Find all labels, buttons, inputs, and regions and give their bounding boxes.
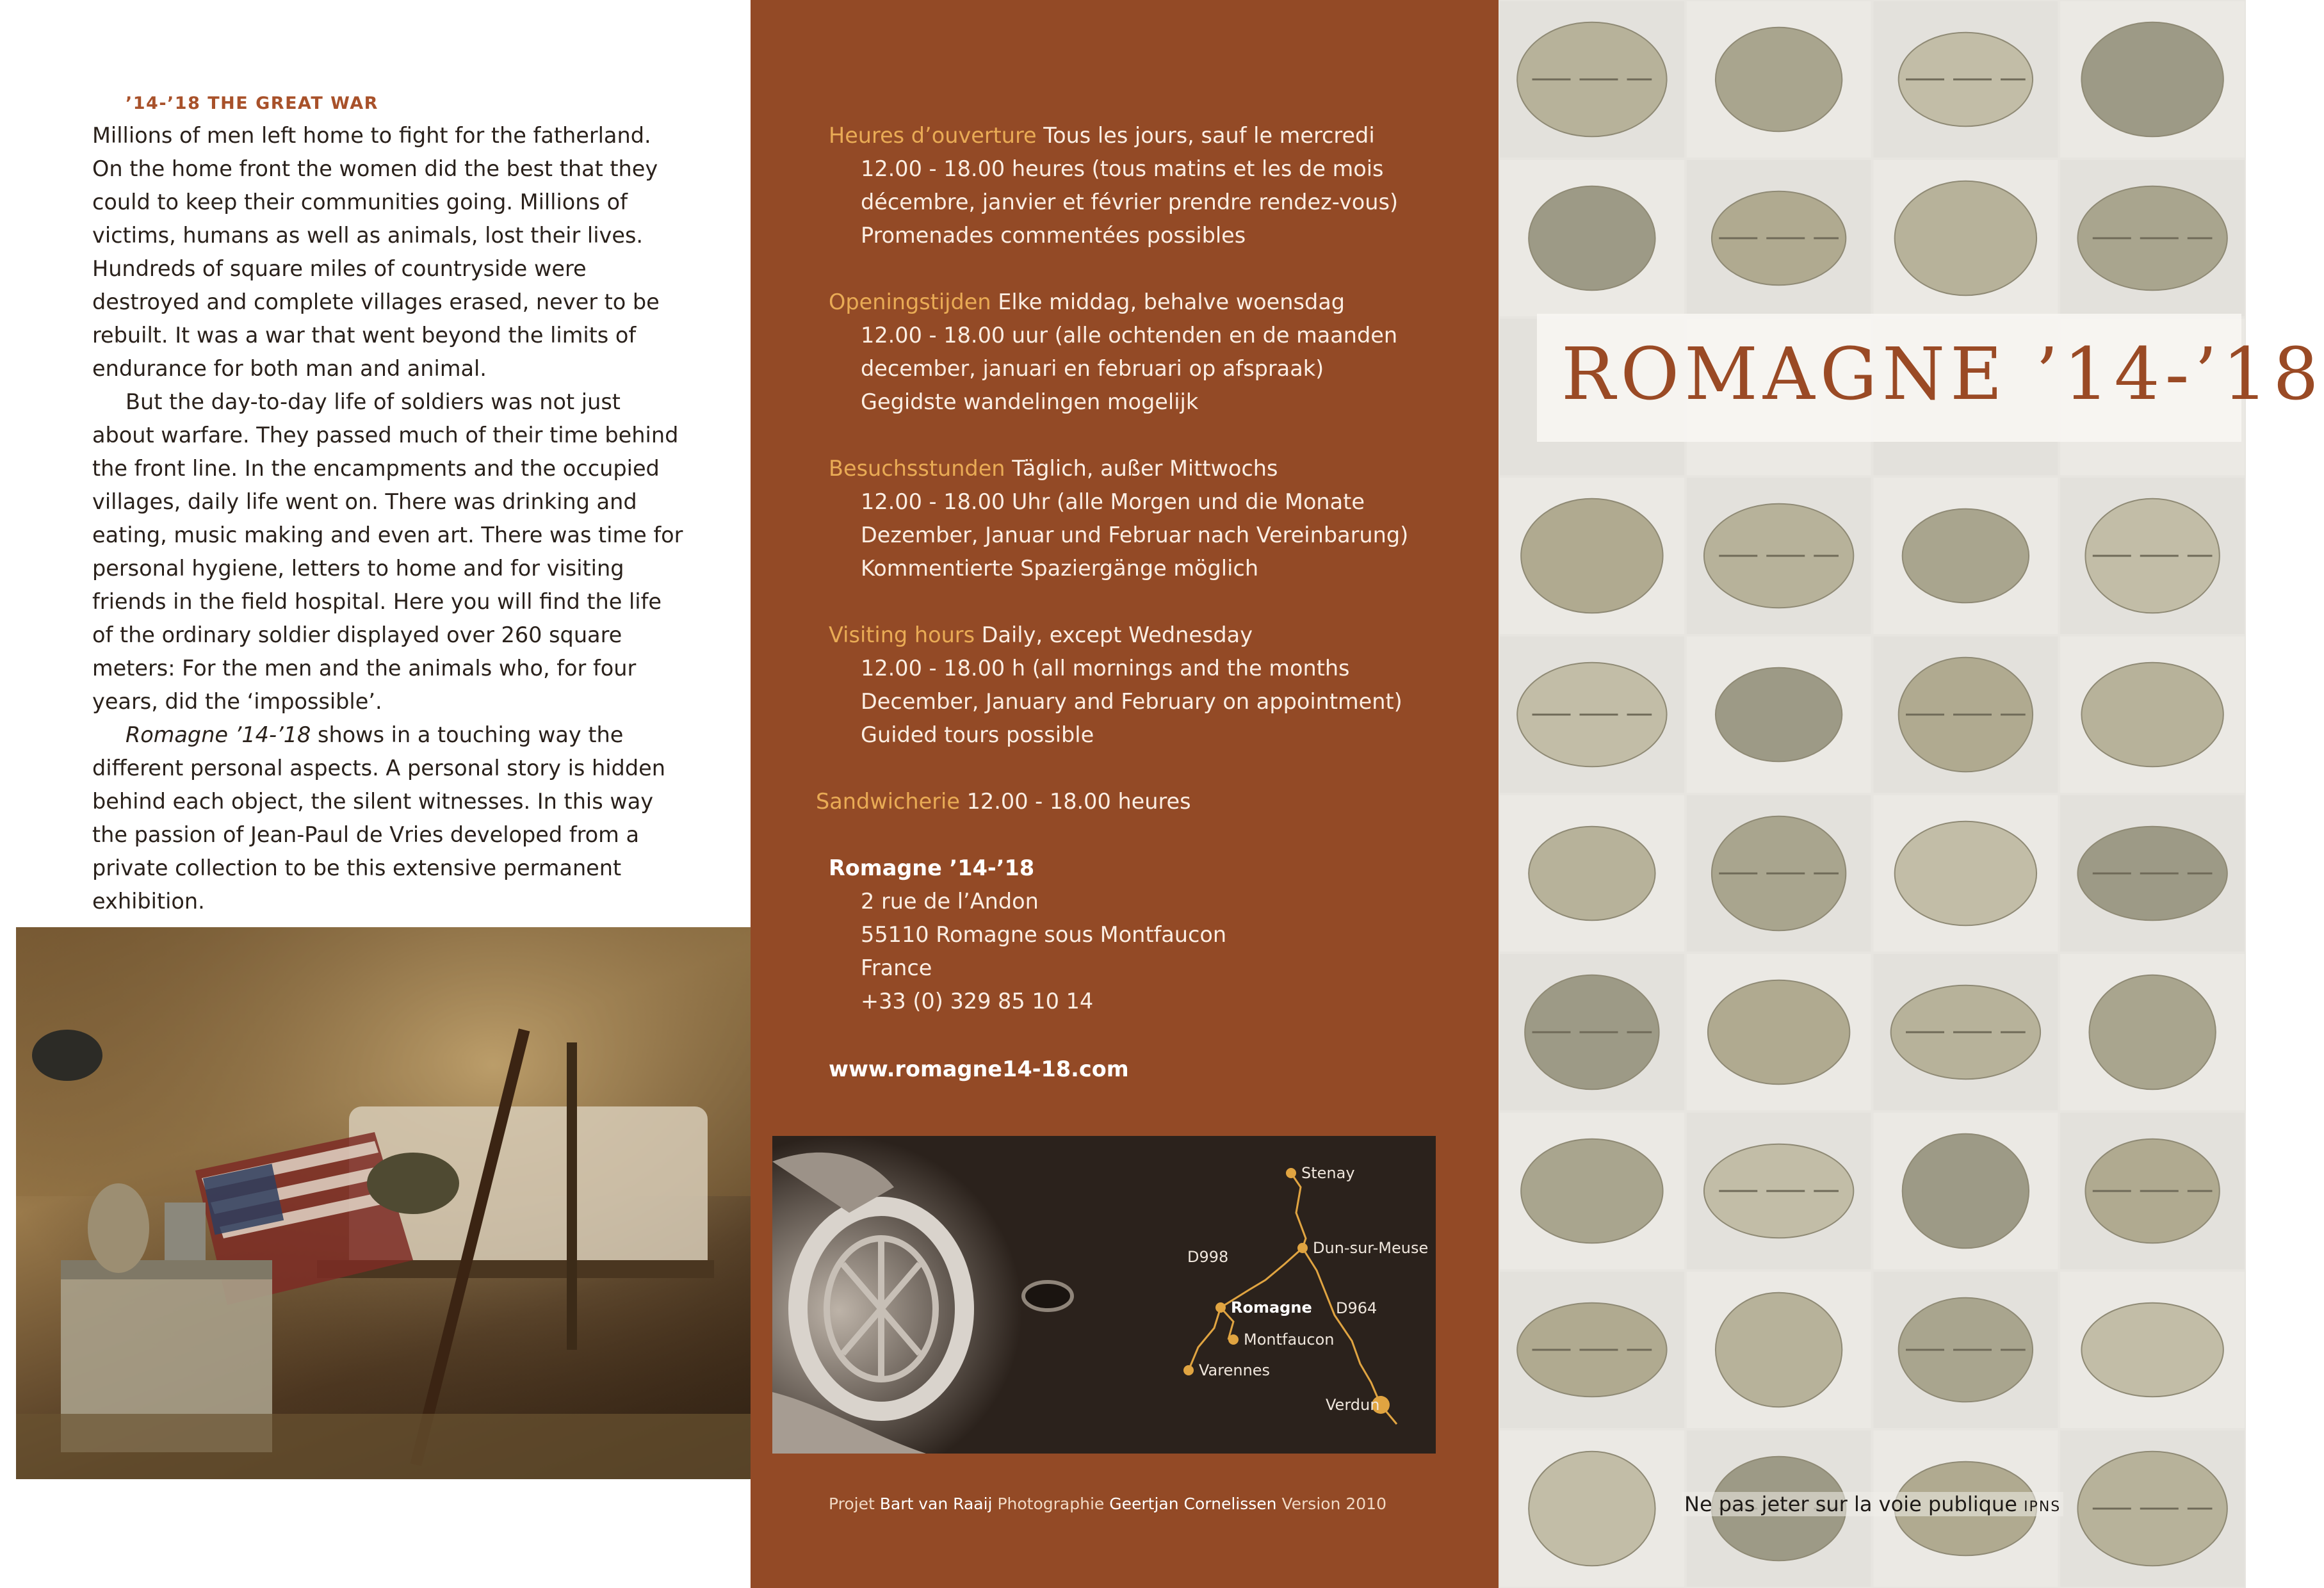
cover-title: ROMAGNE ’14-’18 bbox=[1561, 333, 2324, 416]
cover-panel bbox=[1499, 0, 2324, 1588]
museum-name: Romagne ’14-’18 bbox=[829, 855, 1035, 880]
dog-tag bbox=[1716, 28, 1842, 132]
paragraph-1: Millions of men left home to fight for the fatherland. On the home front the women did the best that they could to keep their communities going. Millions of victims, humans as well as animals, lost their lives. Hundreds of square miles of countryside were destroyed and complete villages erased, never to be rebuilt. It was a war that went beyond the limits of endurance for both man and animal. bbox=[92, 123, 660, 381]
dog-tag bbox=[1903, 509, 2029, 603]
route-map bbox=[1183, 1168, 1397, 1424]
dog-tag bbox=[1716, 668, 1842, 762]
map-label-varennes: Varennes bbox=[1199, 1361, 1271, 1379]
info-panel bbox=[751, 0, 1499, 1588]
stenay-marker bbox=[1286, 1168, 1296, 1178]
sandwicherie-hours: Sandwicherie 12.00 - 18.00 heures bbox=[816, 789, 1191, 814]
map-label-verdun: Verdun bbox=[1326, 1396, 1380, 1414]
hours-german: Besuchsstunden Täglich, außer Mittwochs 12.00 - 18.00 Uhr (alle Morgen und die Monate Dezember, Januar und Februar nach Vereinbarung) Kommentierte Spaziergänge möglich bbox=[829, 456, 1409, 581]
dog-tag bbox=[1895, 181, 2036, 296]
eye bbox=[1023, 1282, 1072, 1310]
cover-title-band bbox=[1537, 314, 2324, 442]
map-label-d964: D964 bbox=[1336, 1299, 1377, 1317]
dun-marker bbox=[1297, 1243, 1308, 1253]
paragraph-2: But the day-to-day life of soldiers was not just about warfare. They passed much of their time behind the front line. In the encampments and the occupied villages, daily life went on. There was drinking and eating, music making and even art. There was time for personal hygiene, letters to home and for visiting friends in the field hospital. Here you will find the life of the ordinary soldier displayed over 260 square meters: For the men and the animals who, for four years, did the ‘impossible’. bbox=[92, 389, 683, 714]
credits-line: Projet Bart van Raaij Photographie Geertjan Cornelissen Version 2010 bbox=[829, 1495, 1386, 1513]
dog-tag bbox=[1529, 186, 1655, 291]
street: 2 rue de l’Andon bbox=[861, 889, 1039, 914]
map-label-stenay: Stenay bbox=[1301, 1164, 1355, 1182]
dog-tag bbox=[1521, 499, 1662, 613]
map-label-montfaucon: Montfaucon bbox=[1244, 1331, 1335, 1349]
paragraph-3: Romagne ’14-’18 shows in a touching way the different personal aspects. A personal story is hidden behind each object, the silent witnesses. In this way the passion of Jean-Paul de Vries developed from a private collection to be this extensive permanent exhibition. bbox=[92, 722, 665, 914]
hours-french: Heures d’ouverture Tous les jours, sauf le mercredi 12.00 - 18.00 heures (tous matins et les de mois décembre, janvier et février prendre rendez-vous) Promenades commentées possibles bbox=[829, 123, 1399, 248]
dog-tag bbox=[2081, 22, 2223, 137]
dog-tag bbox=[2081, 1303, 2223, 1397]
hours-label-fr: Heures d’ouverture bbox=[829, 123, 1037, 148]
dog-tag bbox=[1895, 822, 2036, 926]
phone: +33 (0) 329 85 10 14 bbox=[861, 989, 1094, 1014]
dog-tag bbox=[1716, 1293, 1842, 1407]
varennes-marker bbox=[1183, 1365, 1194, 1375]
website-block bbox=[829, 1053, 1129, 1086]
country: France bbox=[861, 955, 932, 980]
left-panel bbox=[0, 0, 749, 1588]
dog-tag bbox=[1521, 1139, 1662, 1244]
romagne-marker bbox=[1215, 1302, 1226, 1313]
hours-label-nl: Openingstijden bbox=[829, 289, 991, 314]
dog-tag bbox=[1529, 827, 1655, 921]
website-link[interactable]: www.romagne14-18.com bbox=[829, 1057, 1129, 1082]
map-photo bbox=[772, 1136, 1436, 1454]
hours-label-en: Visiting hours bbox=[829, 622, 975, 647]
trench-room-photo bbox=[16, 927, 751, 1479]
dog-tag bbox=[1903, 1134, 2029, 1249]
map-label-romagne: Romagne bbox=[1231, 1299, 1312, 1317]
dog-tag bbox=[2089, 975, 2215, 1090]
city: 55110 Romagne sous Montfaucon bbox=[861, 922, 1227, 947]
exhibition-name: Romagne ’14-’18 bbox=[126, 722, 311, 747]
address-block bbox=[829, 852, 1226, 1018]
hours-english: Visiting hours Daily, except Wednesday 12.00 - 18.00 h (all mornings and the months December, January and February on appointment) Guided tours possible bbox=[829, 622, 1402, 747]
dog-tag bbox=[1708, 980, 1849, 1085]
dog-tag bbox=[2081, 663, 2223, 767]
montfaucon-marker bbox=[1228, 1334, 1239, 1345]
section-heading: ’14-’18 THE GREAT WAR bbox=[126, 93, 378, 113]
map-label-d998: D998 bbox=[1187, 1248, 1229, 1266]
hours-dutch: Openingstijden Elke middag, behalve woensdag 12.00 - 18.00 uur (alle ochtenden en de maanden december, januari en februari op afspraak) Gegidste wandelingen mogelijk bbox=[829, 289, 1398, 414]
sandwicherie-label: Sandwicherie bbox=[816, 789, 960, 814]
dog-tag bbox=[1529, 1452, 1655, 1566]
map-label-dun: Dun-sur-Meuse bbox=[1313, 1239, 1429, 1257]
dog-tag-grid bbox=[1499, 0, 2246, 1588]
great-war-text bbox=[92, 88, 688, 918]
disposal-note: Ne pas jeter sur la voie publique IPNS bbox=[1682, 1492, 2063, 1516]
hours-label-de: Besuchsstunden bbox=[829, 456, 1005, 481]
